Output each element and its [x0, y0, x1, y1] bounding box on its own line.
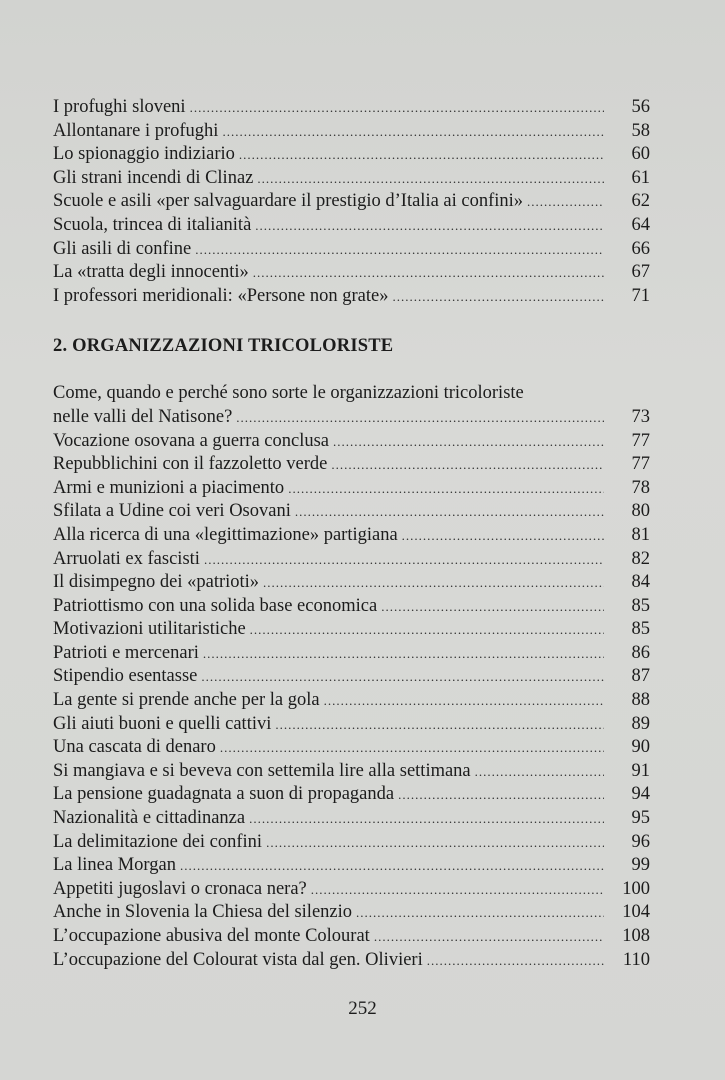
- toc-entry: [53, 261, 650, 285]
- dot-leader: [203, 642, 604, 666]
- entry-title: Motivazioni utilitaristiche: [53, 619, 246, 640]
- entry-title: Gli asili di confine: [53, 238, 192, 259]
- entry-page: 77: [631, 454, 650, 475]
- dot-leader: [263, 571, 604, 595]
- entry-title: La pensione guadagnata a suon di propaganda: [53, 784, 395, 805]
- dot-leader: [324, 689, 604, 713]
- entry-title: Anche in Slovenia la Chiesa del silenzio: [53, 902, 353, 923]
- page-number: 252: [348, 998, 377, 1019]
- toc-entry: [53, 878, 650, 902]
- toc-entry: [53, 571, 650, 595]
- dot-leader: [222, 120, 604, 144]
- entry-title: Arruolati ex fascisti: [53, 548, 200, 569]
- toc-entry: [53, 143, 650, 167]
- entry-title: I profughi sloveni: [53, 97, 186, 117]
- dot-leader: [288, 477, 604, 501]
- entry-page: 61: [631, 167, 650, 188]
- entry-page: 78: [631, 477, 650, 498]
- dot-leader: [381, 595, 604, 619]
- toc-entry: [53, 642, 650, 666]
- dot-leader: [527, 190, 604, 214]
- entry-title: Patriottismo con una solida base economica: [53, 595, 378, 616]
- entry-page: 81: [631, 524, 650, 545]
- dot-leader: [239, 143, 604, 167]
- entry-title: Alla ricerca di una «legittimazione» partigiana: [53, 524, 398, 545]
- entry-title: I professori meridionali: «Persone non grate»: [53, 285, 389, 306]
- entry-page: 88: [631, 690, 650, 711]
- entry-page: 85: [631, 619, 650, 640]
- entry-page: 110: [622, 949, 650, 970]
- dot-leader: [204, 548, 604, 572]
- entry-page: 85: [631, 595, 650, 616]
- toc-entry-line: Come, quando e perché sono sorte le organizzazioni tricoloriste: [53, 383, 524, 404]
- toc-entry: [53, 548, 650, 572]
- toc-entry: [53, 854, 650, 878]
- table-of-contents: [53, 96, 650, 972]
- toc-entry: [53, 595, 650, 619]
- entry-page: 77: [631, 430, 650, 451]
- dot-leader: [190, 96, 604, 120]
- entry-page: 104: [622, 902, 650, 923]
- toc-entry: [53, 120, 650, 144]
- entry-title: Gli strani incendi di Clinaz: [53, 167, 254, 188]
- entry-page: 99: [631, 855, 650, 876]
- toc-entry: [53, 807, 650, 831]
- dot-leader: [402, 524, 604, 548]
- dot-leader: [266, 831, 604, 855]
- toc-entry: [53, 665, 650, 689]
- entry-title: Appetiti jugoslavi o cronaca nera?: [53, 878, 307, 899]
- entry-page: 100: [622, 878, 650, 899]
- entry-page: 67: [631, 262, 650, 283]
- entry-page: 91: [631, 760, 650, 781]
- entry-page: 95: [631, 808, 650, 829]
- entry-page: 80: [631, 501, 650, 522]
- entry-title: La delimitazione dei confini: [53, 831, 263, 852]
- toc-entry: [53, 500, 650, 524]
- dot-leader: [180, 854, 604, 878]
- dot-leader: [398, 783, 604, 807]
- entry-page: 73: [631, 406, 650, 427]
- toc-entry: [53, 406, 650, 430]
- section-1-entries: [53, 96, 650, 308]
- dot-leader: [392, 285, 604, 309]
- dot-leader: [275, 713, 604, 737]
- entry-page: 58: [631, 120, 650, 141]
- toc-entry: [53, 760, 650, 784]
- dot-leader: [475, 760, 604, 784]
- entry-page: 64: [631, 214, 650, 235]
- toc-entry: [53, 736, 650, 760]
- dot-leader: [311, 878, 604, 902]
- dot-leader: [331, 453, 604, 477]
- entry-page: 94: [631, 784, 650, 805]
- entry-title: Una cascata di denaro: [53, 737, 216, 758]
- toc-entry: [53, 477, 650, 501]
- dot-leader: [253, 261, 604, 285]
- toc-entry: [53, 618, 650, 642]
- entry-page: 87: [631, 666, 650, 687]
- entry-page: 89: [631, 713, 650, 734]
- toc-entry: [53, 689, 650, 713]
- entry-page: 66: [631, 238, 650, 259]
- entry-title: Allontanare i profughi: [53, 120, 219, 141]
- section-2-entries: [53, 382, 650, 972]
- dot-leader: [201, 665, 604, 689]
- toc-entry: [53, 167, 650, 191]
- toc-entry: [53, 713, 650, 737]
- toc-entry: [53, 190, 650, 214]
- toc-entry: [53, 430, 650, 454]
- entry-page: 96: [631, 831, 650, 852]
- entry-page: 56: [631, 97, 650, 117]
- entry-page: 108: [622, 926, 650, 946]
- entry-title: L’occupazione abusiva del monte Colourat: [53, 926, 370, 946]
- entry-title: La linea Morgan: [53, 855, 176, 876]
- dot-leader: [295, 500, 604, 524]
- toc-entry: [53, 949, 650, 973]
- entry-page: 71: [631, 285, 650, 306]
- toc-entry: [53, 285, 650, 309]
- entry-title: Lo spionaggio indiziario: [53, 144, 235, 165]
- entry-title: L’occupazione del Colourat vista dal gen. Olivieri: [53, 949, 423, 970]
- dot-leader: [427, 949, 604, 973]
- entry-page: 60: [631, 144, 650, 165]
- toc-entry: [53, 524, 650, 548]
- entry-page: 90: [631, 737, 650, 758]
- dot-leader: [195, 238, 604, 262]
- entry-title: Il disimpegno dei «patrioti»: [53, 572, 260, 593]
- entry-title: La «tratta degli innocenti»: [53, 262, 249, 283]
- entry-page: 86: [631, 642, 650, 663]
- entry-title: Armi e munizioni a piacimento: [53, 477, 285, 498]
- toc-entry: [53, 214, 650, 238]
- dot-leader: [250, 618, 604, 642]
- dot-leader: [249, 807, 604, 831]
- dot-leader: [257, 167, 604, 191]
- entry-title: Nazionalità e cittadinanza: [53, 808, 246, 829]
- entry-title: Si mangiava e si beveva con settemila lire alla settimana: [53, 760, 471, 781]
- dot-leader: [374, 925, 604, 949]
- toc-entry: [53, 238, 650, 262]
- entry-title: La gente si prende anche per la gola: [53, 690, 320, 711]
- entry-title: Gli aiuti buoni e quelli cattivi: [53, 713, 272, 734]
- entry-title: nelle valli del Natisone?: [53, 406, 233, 427]
- dot-leader: [236, 406, 604, 430]
- dot-leader: [255, 214, 604, 238]
- entry-title: Sfilata a Udine coi veri Osovani: [53, 501, 291, 522]
- dot-leader: [356, 901, 604, 925]
- toc-entry: [53, 96, 650, 120]
- entry-page: 62: [631, 191, 650, 212]
- toc-entry: [53, 901, 650, 925]
- dot-leader: [220, 736, 604, 760]
- toc-entry: [53, 453, 650, 477]
- entry-title: Scuola, trincea di italianità: [53, 214, 252, 235]
- entry-title: Vocazione osovana a guerra conclusa: [53, 430, 330, 451]
- toc-entry: [53, 925, 650, 949]
- toc-entry: [53, 831, 650, 855]
- section-heading: 2. ORGANIZZAZIONI TRICOLORISTE: [53, 336, 394, 357]
- entry-title: Patrioti e mercenari: [53, 642, 199, 663]
- entry-title: Repubblichini con il fazzoletto verde: [53, 454, 328, 475]
- toc-entry: [53, 783, 650, 807]
- entry-page: 82: [631, 548, 650, 569]
- entry-title: Scuole e asili «per salvaguardare il prestigio d’Italia ai confini»: [53, 191, 524, 212]
- entry-title: Stipendio esentasse: [53, 666, 198, 687]
- entry-page: 84: [631, 572, 650, 593]
- dot-leader: [333, 430, 604, 454]
